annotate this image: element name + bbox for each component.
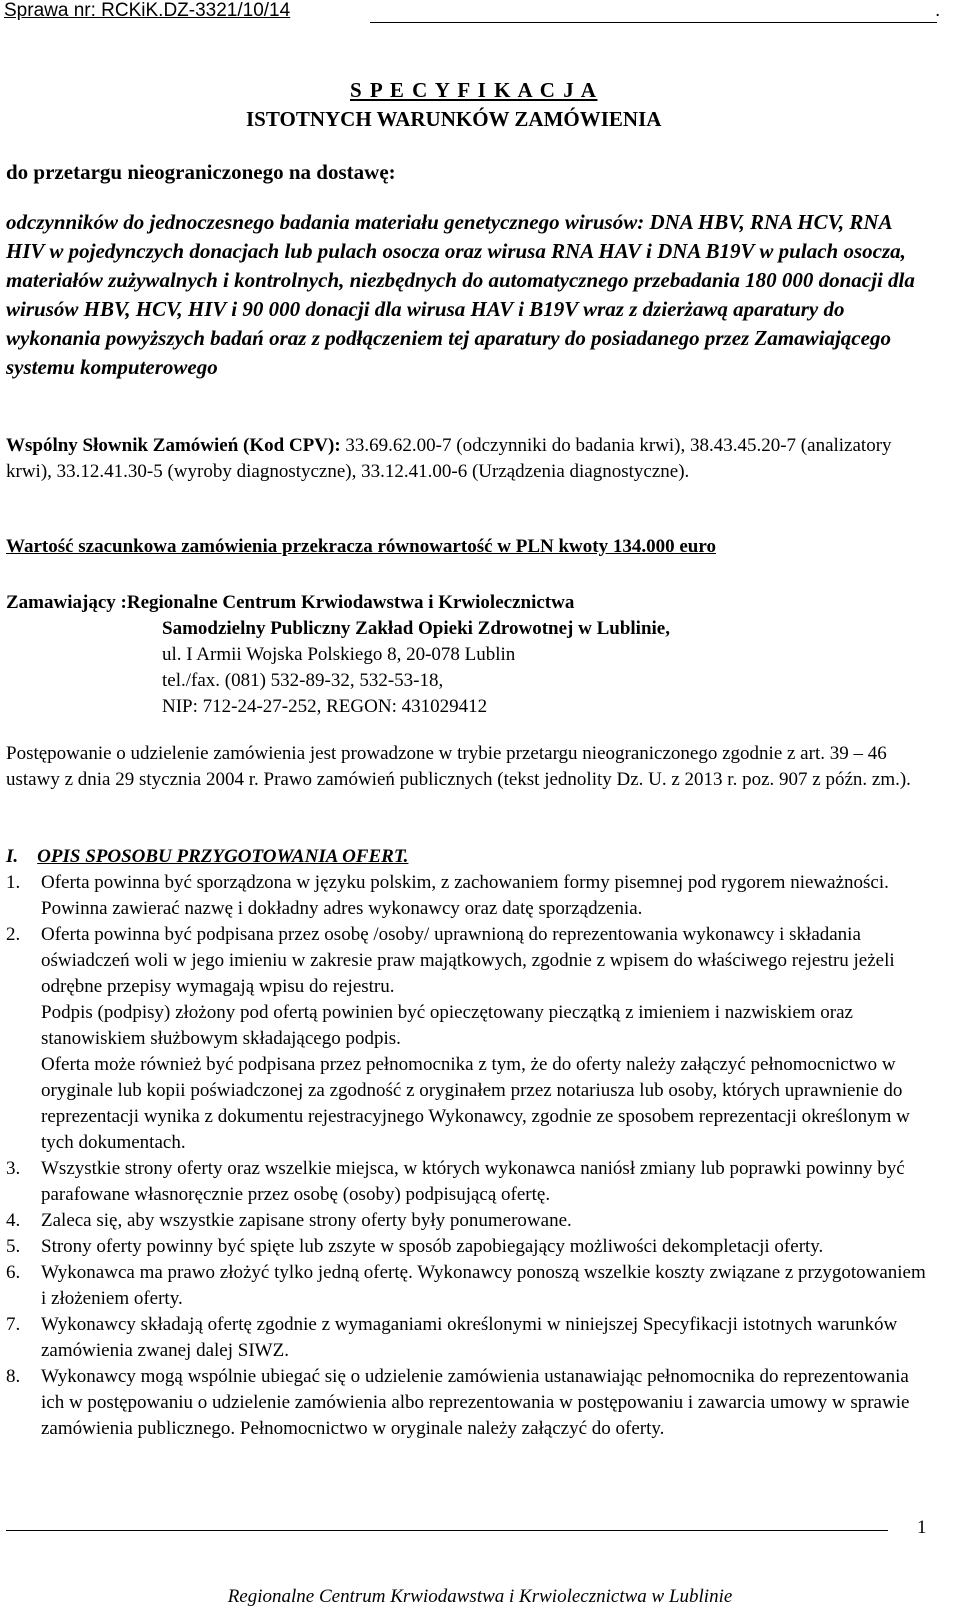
list-item-number: 2. <box>6 924 21 945</box>
list-item <box>6 1364 926 1442</box>
buyer-name-2: Samodzielny Publiczny Zakład Opieki Zdrowotnej w Lublinie, <box>162 618 670 639</box>
buyer-phone: tel./fax. (081) 532-89-32, 532-53-18, <box>162 670 444 691</box>
list-item <box>6 1260 926 1312</box>
list-item-text: Podpis (podpisy) złożony pod ofertą powinien być opieczętowany pieczątką z imieniem i nazwiskiem oraz stanowiskiem służbowym składającego podpis. <box>41 1002 853 1049</box>
list-item-number: 7. <box>6 1314 21 1335</box>
list-item-number: 3. <box>6 1158 21 1179</box>
cpv-text: 33.69.62.00-7 (odczynniki do badania krwi), 38.43.45.20-7 (analizatory krwi), 33.12.41.30-5 (wyroby diagnostyczne), 33.12.41.00-6 (Urządzenia diagnostyczne). <box>6 435 892 482</box>
list-item-text: Oferta powinna być podpisana przez osobę /osoby/ uprawnioną do reprezentowania wykonawcy i składania oświadczeń woli w jego imieniu w zakresie praw majątkowych, zgodnie z wpisem do właściwego rejestru jeżeli odrębne przepisy wymagają wpisu do rejestru. <box>41 924 895 997</box>
list-item <box>6 1156 926 1208</box>
list-item-text: Oferta powinna być sporządzona w języku polskim, z zachowaniem formy pisemnej pod rygorem nieważności. Powinna zawierać nazwę i dokładny adres wykonawcy oraz datę sporządzenia. <box>41 872 889 919</box>
document-subtitle: ISTOTNYCH WARUNKÓW ZAMÓWIENIA <box>246 107 662 131</box>
numbered-list <box>6 870 926 1442</box>
footer-rule <box>6 1530 888 1531</box>
list-item <box>6 1312 926 1364</box>
buyer-ids: NIP: 712-24-27-252, REGON: 431029412 <box>162 696 488 717</box>
buyer-name: Regionalne Centrum Krwiodawstwa i Krwiolecznictwa <box>126 592 575 613</box>
list-item-text: Wszystkie strony oferty oraz wszelkie miejsca, w których wykonawca naniósł zmiany lub poprawki powinny być parafowane własnoręcznie przez osobę (osoby) podpisującą ofertę. <box>41 1158 905 1205</box>
cpv-codes <box>6 433 926 485</box>
list-item-text: Wykonawca ma prawo złożyć tylko jedną ofertę. Wykonawcy ponoszą wszelkie koszty związane z przygotowaniem i złożeniem oferty. <box>41 1262 926 1309</box>
list-item-text: Zaleca się, aby wszystkie zapisane strony oferty były ponumerowane. <box>41 1210 572 1231</box>
list-item-number: 8. <box>6 1366 21 1387</box>
cpv-label: Wspólny Słownik Zamówień (Kod CPV): <box>6 435 341 456</box>
value-note: Wartość szacunkowa zamówienia przekracza równowartość w PLN kwoty 134.000 euro <box>6 536 716 557</box>
list-item <box>6 922 926 1156</box>
buyer-block <box>6 590 926 720</box>
footer-text: Regionalne Centrum Krwiodawstwa i Krwiolecznictwa w Lublinie <box>227 1586 733 1607</box>
list-item-text: Strony oferty powinny być spięte lub zszyte w sposób zapobiegający możliwości dekompletacji oferty. <box>41 1236 824 1257</box>
list-item-number: 1. <box>6 872 21 893</box>
buyer-address: ul. I Armii Wojska Polskiego 8, 20-078 Lublin <box>162 644 516 665</box>
list-item-text: Wykonawcy składają ofertę zgodnie z wymaganiami określonymi w niniejszej Specyfikacji istotnych warunków zamówienia zwanej dalej SIWZ. <box>41 1314 898 1361</box>
list-item-number: 4. <box>6 1210 21 1231</box>
header-rule <box>370 22 937 23</box>
list-item-number: 5. <box>6 1236 21 1257</box>
procedure-text: Postępowanie o udzielenie zamówienia jest prowadzone w trybie przetargu nieograniczonego zgodnie z art. 39 – 46 ustawy z dnia 29 stycznia 2004 r. Prawo zamówień publicznych (tekst jednolity Dz. U. z 2013 r. poz. 907 z późn. zm.). <box>6 743 911 790</box>
section-heading <box>6 846 408 868</box>
list-item-text: Wykonawcy mogą wspólnie ubiegać się o udzielenie zamówienia ustanawiając pełnomocnika do reprezentowania ich w postępowaniu o udzielenie zamówienia albo reprezentowania w postępowaniu i zawarcia umowy w sprawie zamówienia publicznego. Pełnomocnictwo w oryginale należy załączyć do oferty. <box>41 1366 910 1439</box>
list-item-text: Oferta może również być podpisana przez pełnomocnika z tym, że do oferty należy załączyć pełnomocnictwo w oryginale lub kopii poświadczonej za zgodność z oryginałem przez notariusza lub osoby, których uprawnienie do reprezentacji wynika z dokumentu rejestracyjnego Wykonawcy, zgodnie ze sposobem reprezentacji określonym w tych dokumentach. <box>41 1054 910 1153</box>
list-item-number: 6. <box>6 1262 21 1283</box>
list-item <box>6 1208 926 1234</box>
subject-description: odczynników do jednoczesnego badania materiału genetycznego wirusów: DNA HBV, RNA HCV, RNA HIV w pojedynczych donacjach lub pulach osocza oraz wirusa RNA HAV i DNA B19V w pulach osocza, materiałów zużywalnych i kontrolnych, niezbędnych do automatycznego przebadania 180 000 donacji dla wirusów HBV, HCV, HIV i 90 000 donacji dla wirusa HAV i B19V wraz z dzierżawą aparatury do wykonania powyższych badań oraz z podłączeniem tej aparatury do posiadanego przez Zamawiającego systemu komputerowego <box>6 210 915 379</box>
section-title: OPIS SPOSOBU PRZYGOTOWANIA OFERT. <box>37 846 409 867</box>
list-item <box>6 1234 926 1260</box>
document-title: S P E C Y F I K A C J A <box>350 78 598 102</box>
subject-lead: do przetargu nieograniczonego na dostawę: <box>6 160 396 184</box>
buyer-label: Zamawiający : <box>6 592 127 613</box>
header-dot: . <box>935 0 941 21</box>
page-number: 1 <box>917 1517 927 1538</box>
section-number: I. <box>6 846 19 867</box>
list-item <box>6 870 926 922</box>
case-number: Sprawa nr: RCKiK.DZ-3321/10/14 <box>4 0 291 21</box>
